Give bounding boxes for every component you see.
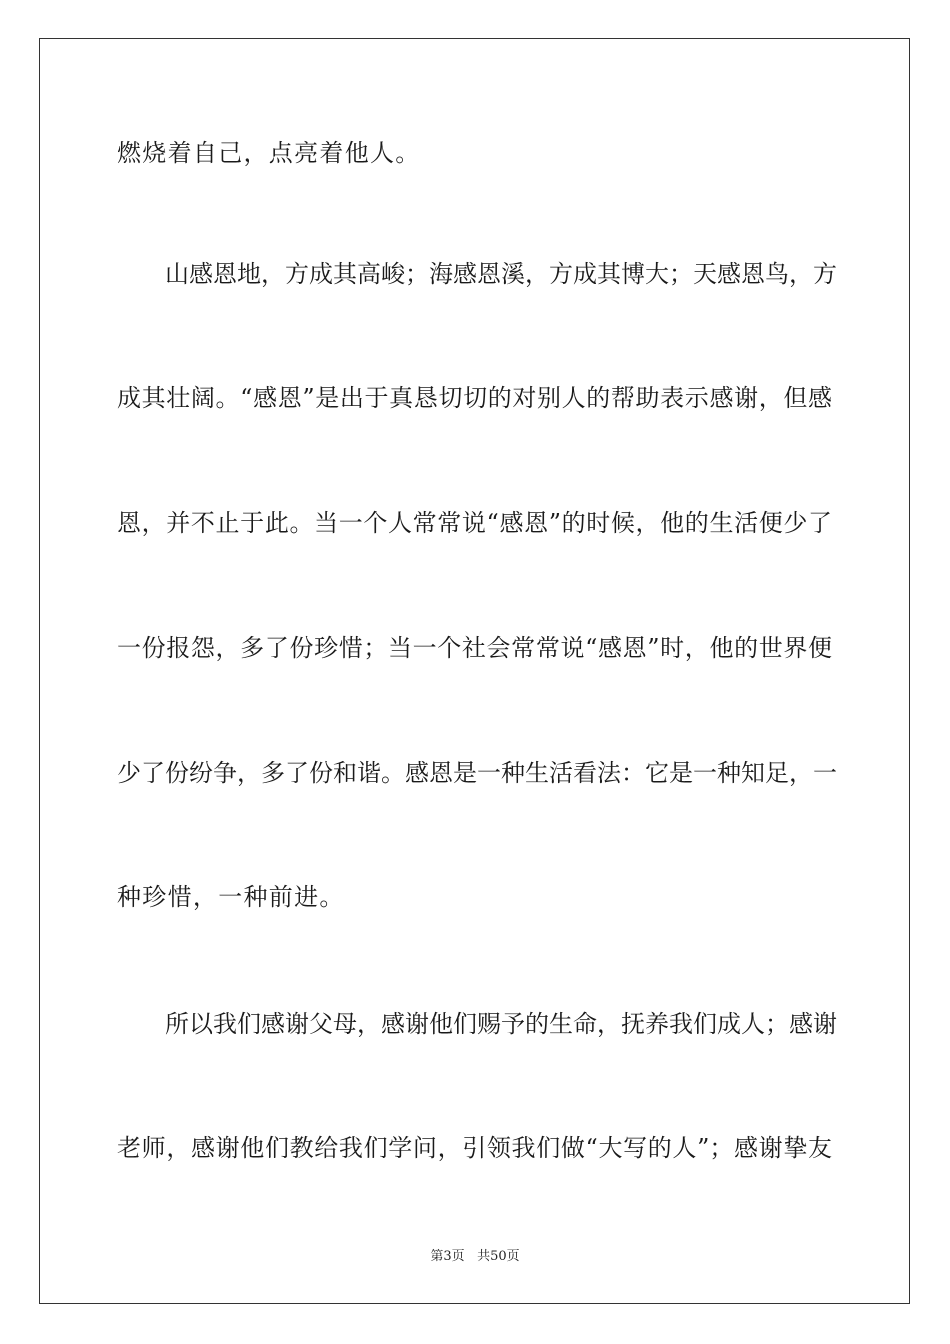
text-line-8: 所以我们感谢父母，感谢他们赐予的生命，抚养我们成人；感谢: [165, 1010, 837, 1038]
page-number: 第3页: [430, 1249, 465, 1264]
page-footer: [0, 1248, 950, 1266]
text-line-4: 恩，并不止于此。当一个人常常说“感恩”的时候，他的生活便少了: [117, 509, 832, 537]
page-border: [39, 38, 910, 1304]
text-line-1: 燃烧着自己，点亮着他人。: [117, 139, 421, 167]
text-line-2: 山感恩地，方成其高峻；海感恩溪，方成其博大；天感恩鸟，方: [165, 260, 837, 288]
text-line-5: 一份报怨，多了份珍惜；当一个社会常常说“感恩”时，他的世界便: [117, 634, 832, 662]
text-line-7: 种珍惜，一种前进。: [117, 883, 345, 911]
total-pages: 共50页: [477, 1249, 520, 1264]
text-line-3: 成其壮阔。“感恩”是出于真恳切切的对别人的帮助表示感谢，但感: [117, 384, 832, 412]
text-line-6: 少了份纷争，多了份和谐。感恩是一种生活看法：它是一种知足，一: [117, 759, 837, 787]
text-line-9: 老师，感谢他们教给我们学问，引领我们做“大写的人”；感谢挚友: [117, 1134, 832, 1162]
